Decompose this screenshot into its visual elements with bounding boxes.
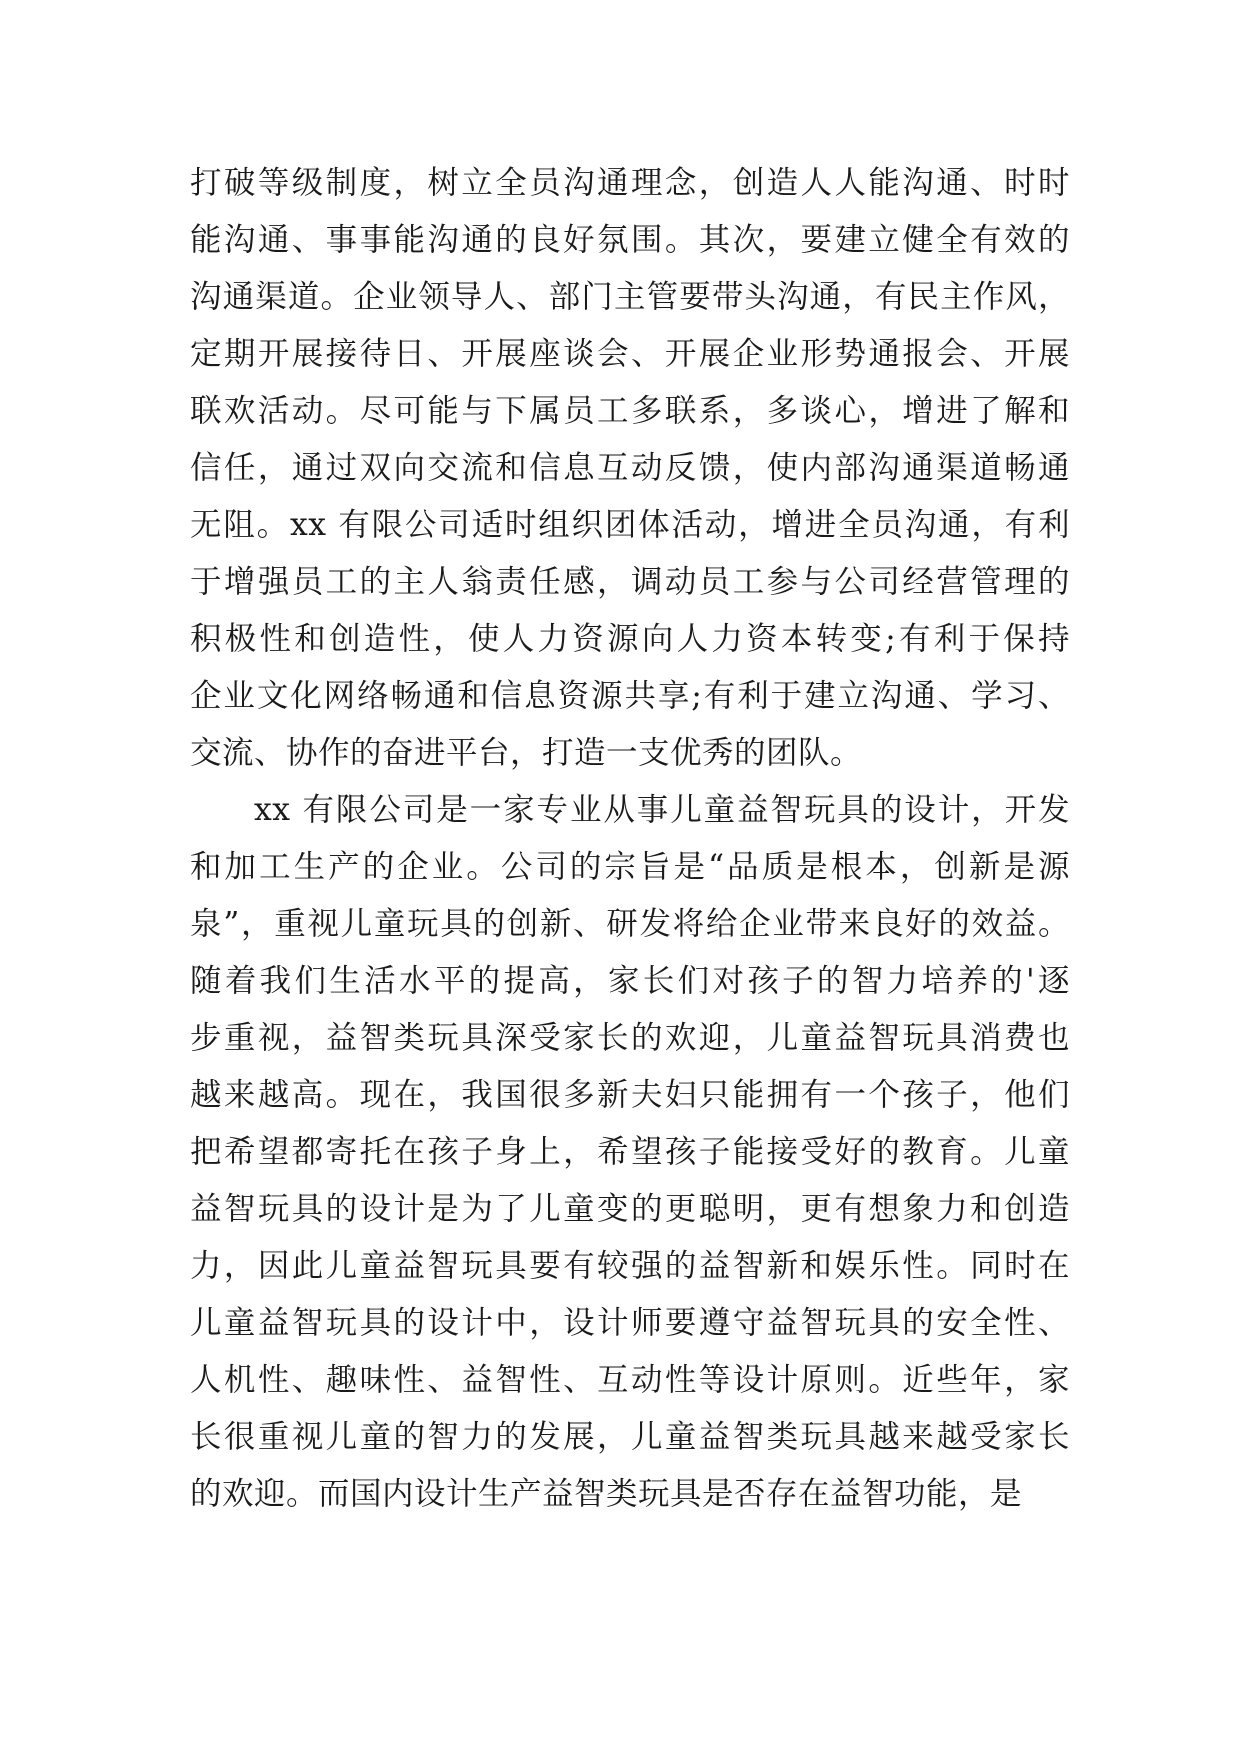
- text-line: 打破等级制度，树立全员沟通理念，创造人人能沟通、时时: [190, 165, 1070, 201]
- text-line: 力，因此儿童益智玩具要有较强的益智新和娱乐性。同时在: [190, 1248, 1070, 1284]
- paragraph: [190, 155, 1070, 782]
- text-line: xx 有限公司是一家专业从事儿童益智玩具的设计，开发: [254, 792, 1070, 828]
- text-line: 越来越高。现在，我国很多新夫妇只能拥有一个孩子，他们: [190, 1077, 1070, 1113]
- text-line: 于增强员工的主人翁责任感，调动员工参与公司经营管理的: [190, 564, 1070, 600]
- text-line: 益智玩具的设计是为了儿童变的更聪明，更有想象力和创造: [190, 1191, 1070, 1227]
- text-line: 积极性和创造性，使人力资源向人力资本转变;有利于保持: [190, 621, 1070, 657]
- text-line: 人机性、趣味性、益智性、互动性等设计原则。近些年，家: [190, 1362, 1070, 1398]
- paragraph: [190, 782, 1070, 1523]
- text-line: 随着我们生活水平的提高，家长们对孩子的智力培养的'逐: [190, 963, 1070, 999]
- text-line: 的欢迎。而国内设计生产益智类玩具是否存在益智功能，是: [190, 1476, 1023, 1512]
- text-line: 沟通渠道。企业领导人、部门主管要带头沟通，有民主作风，: [190, 279, 1070, 315]
- text-line: 企业文化网络畅通和信息资源共享;有利于建立沟通、学习、: [190, 678, 1070, 714]
- text-line: 信任，通过双向交流和信息互动反馈，使内部沟通渠道畅通: [190, 450, 1070, 486]
- text-line: 能沟通、事事能沟通的良好氛围。其次，要建立健全有效的: [190, 222, 1070, 258]
- text-line: 联欢活动。尽可能与下属员工多联系，多谈心，增进了解和: [190, 393, 1070, 429]
- text-line: 把希望都寄托在孩子身上，希望孩子能接受好的教育。儿童: [190, 1134, 1070, 1170]
- text-line: 泉”，重视儿童玩具的创新、研发将给企业带来良好的效益。: [190, 906, 1070, 942]
- text-line: 和加工生产的企业。公司的宗旨是“品质是根本，创新是源: [190, 849, 1070, 885]
- text-line: 定期开展接待日、开展座谈会、开展企业形势通报会、开展: [190, 336, 1070, 372]
- text-line: 无阻。xx 有限公司适时组织团体活动，增进全员沟通，有利: [190, 507, 1070, 543]
- text-line: 儿童益智玩具的设计中，设计师要遵守益智玩具的安全性、: [190, 1305, 1070, 1341]
- text-line: 长很重视儿童的智力的发展，儿童益智类玩具越来越受家长: [190, 1419, 1070, 1455]
- document-body: [190, 155, 1070, 1523]
- text-line: 步重视，益智类玩具深受家长的欢迎，儿童益智玩具消费也: [190, 1020, 1070, 1056]
- text-line: 交流、协作的奋进平台，打造一支优秀的团队。: [190, 735, 863, 771]
